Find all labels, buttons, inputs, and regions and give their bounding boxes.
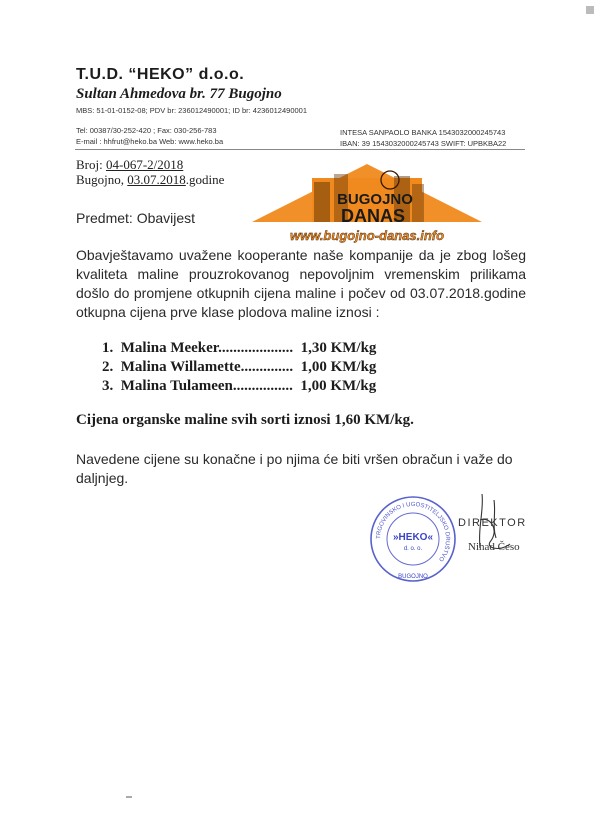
registration-line: MBS: 51-01-0152-08; PDV br: 236012490001; ID br: 4236012490001 (76, 106, 307, 115)
scan-artifact (586, 6, 594, 14)
price-item-meeker: 1. Malina Meeker.................... 1,30 KM/kg (102, 340, 377, 356)
iban-line: IBAN: 39 1543032000245743 SWIFT: UPBKBA22 (340, 139, 507, 148)
document-date (76, 172, 224, 188)
stamp-ring-text: TRGOVINSKO I UGOSTITELJSKO DRUŠTVO (375, 501, 451, 563)
scan-mark (126, 796, 132, 798)
director-title: DIREKTOR (458, 517, 527, 529)
date-suffix: .godine (185, 172, 225, 187)
price-list (102, 339, 376, 396)
watermark-line1: BUGOJNO (337, 191, 413, 208)
stamp-center: »HEKO« (392, 532, 434, 543)
reference-label: Broj: (76, 157, 106, 172)
price-item-willamette: 2. Malina Willamette.............. 1,00 KM/kg (102, 359, 377, 375)
watermark-url: www.bugojno-danas.info (289, 228, 445, 243)
stamp-sub: d. o. o. (403, 546, 423, 552)
bugojno-danas-watermark (252, 160, 482, 250)
closing-paragraph: Navedene cijene su konačne i po njima će biti vršen obračun i važe do daljnjeg. (76, 451, 513, 486)
organic-price: Cijena organske maline svih sorti iznosi 1,60 KM/kg. (76, 412, 414, 428)
watermark-line2: DANAS (340, 206, 406, 226)
price-item-tulameen: 3. Malina Tulameen................ 1,00 KM/kg (102, 378, 377, 394)
reference-number (76, 157, 183, 173)
reference-value: 04-067-2/2018 (105, 157, 184, 172)
subject-line: Predmet: Obavijest (76, 210, 196, 226)
header-divider (75, 149, 525, 150)
company-name: T.U.D. “HEKO” d.o.o. (76, 66, 245, 83)
company-stamp (368, 494, 458, 584)
date-place: Bugojno, (76, 172, 128, 187)
phone-fax-line: Tel: 00387/30-252-420 ; Fax: 030-256-783 (76, 126, 217, 135)
company-address: Sultan Ahmedova br. 77 Bugojno (76, 86, 282, 102)
director-name: Nihad Česo (468, 541, 520, 553)
email-web-line: E-mail : hhfrut@heko.ba Web: www.heko.ba (76, 137, 224, 146)
bank-line: INTESA SANPAOLO BANKA 1543032000245743 (340, 128, 506, 137)
notice-paragraph: Obavještavamo uvažene kooperante naše kompanije da je zbog lošeg kvaliteta maline prouzrokovanog nepovoljnim vremenskim prilikama došlo do promjene otkupnih cijena maline i počev od 03.07.2018.godine otkupna cijena prve klase plodova maline iznosi : (76, 247, 526, 320)
stamp-city: BUGOJNO (398, 574, 428, 580)
date-value: 03.07.2018 (127, 172, 186, 187)
